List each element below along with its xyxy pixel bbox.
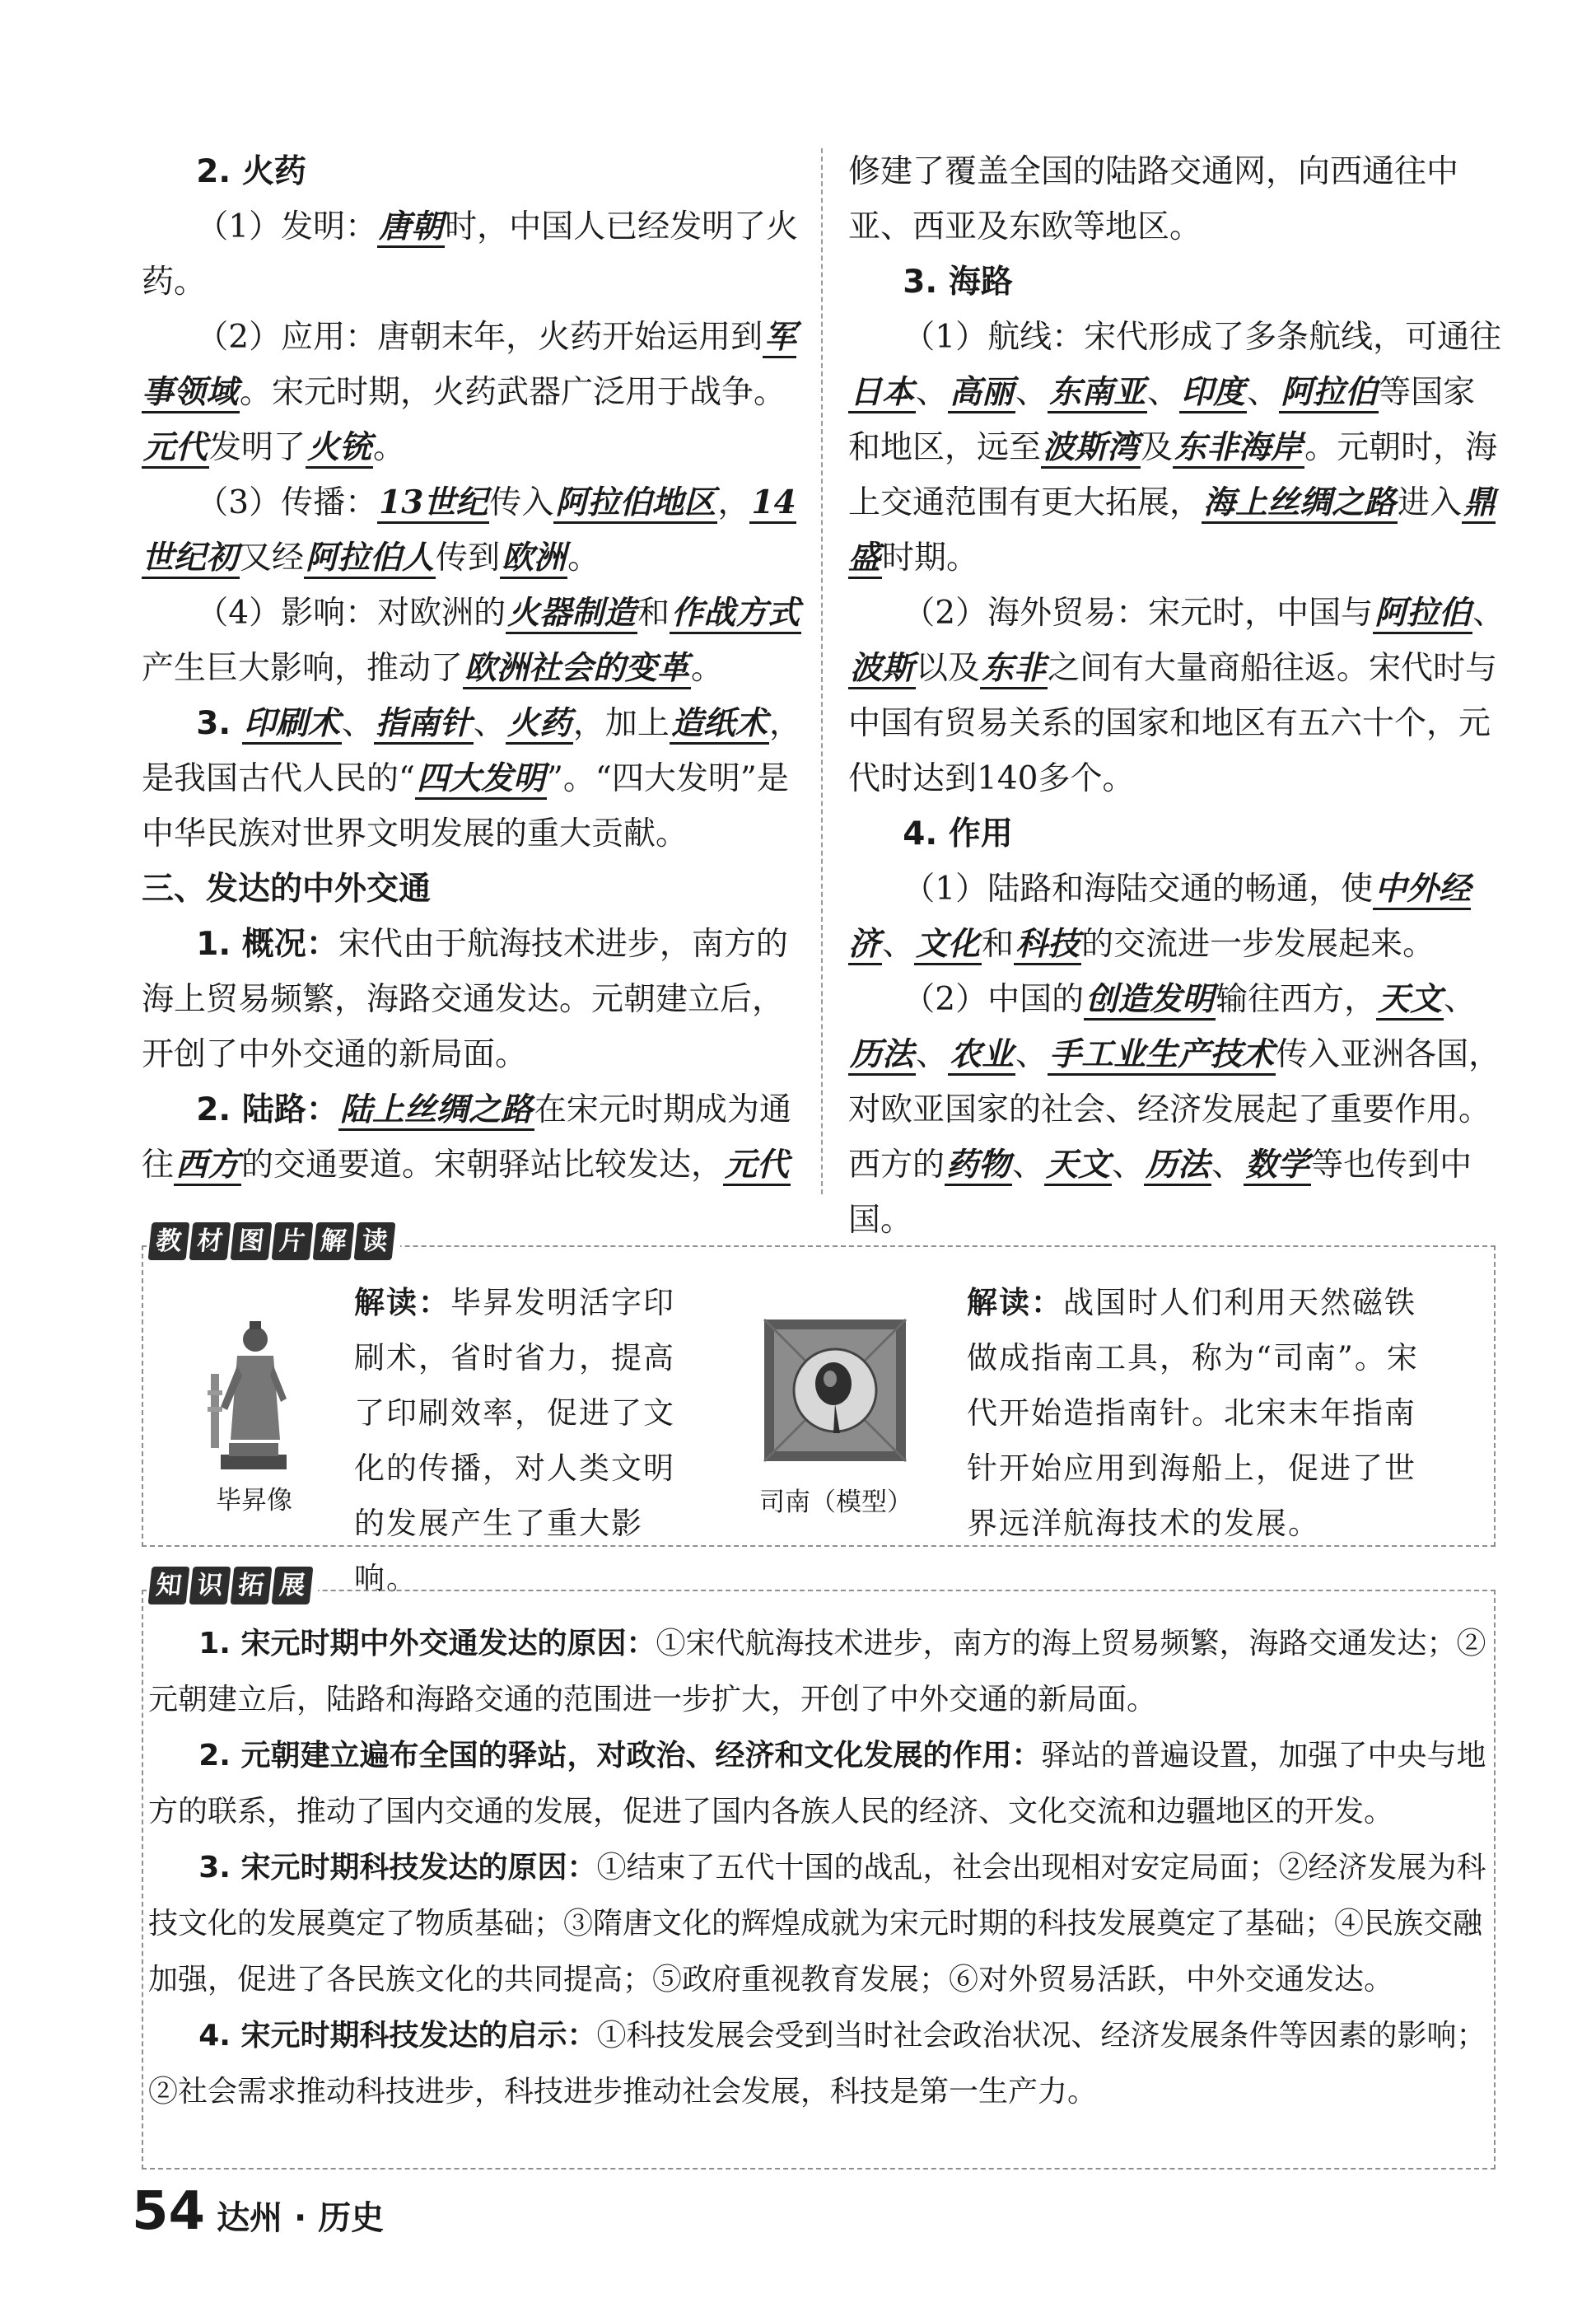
answer: 14世纪初 (142, 483, 796, 579)
answer: 鼎盛 (848, 483, 1496, 579)
answer: 东南亚 (1048, 373, 1147, 413)
answer: 阿拉伯地区 (553, 483, 717, 524)
gunpowder-application: （2）应用：唐朝末年，火药开始运用到军事领域。宋元时期，火药武器广泛用于战争。元代发明了火铳。 (142, 310, 805, 475)
answer: 科技 (1014, 925, 1081, 965)
page-footer (132, 2181, 384, 2242)
gunpowder-invention: （1）发明：唐朝时，中国人已经发明了火药。 (142, 208, 799, 301)
overseas-trade: （2）海外贸易：宋元时，中国与阿拉伯、波斯以及东非之间有大量商船往返。宋代时与中国有贸易关系的国家和地区有五六十个，元代时达到140多个。 (848, 594, 1505, 797)
knowledge-extension-tag: 知 识 拓 展 (148, 1567, 318, 1604)
answer: 军事领域 (142, 318, 796, 413)
answer: 作战方式 (670, 594, 801, 634)
textbook-picture-tag: 教 材 图 片 解 读 (148, 1222, 400, 1260)
answer: 高丽 (948, 373, 1015, 413)
sea-routes: （1）航线：宋代形成了多条航线，可通往日本、高丽、东南亚、印度、阿拉伯等国家和地区，远至波斯湾及东非海岸。元朝时，海上交通范围有更大拓展，海上丝绸之路进入鼎盛时期。 (848, 310, 1507, 586)
extension-item: 1. 宋元时期中外交通发达的原因：①宋代航海技术进步，南方的海上贸易频繁，海路交通发达；②元朝建立后，陆路和海路交通的范围进一步扩大，开创了中外交通的新局面。 (148, 1627, 1486, 1716)
answer: 火器制造 (506, 594, 637, 634)
sinan-model-image (763, 1318, 908, 1463)
answer: 天文 (1376, 980, 1444, 1021)
sea-route-title: 3. 海路 (903, 264, 1013, 301)
bi-sheng-interpretation: 解读：毕昇发明活字印刷术，省时省力，提高了印刷效率，促进了文化的传播，对人类文明的发展产生了重大影响。 (354, 1285, 675, 1596)
answer: 波斯湾 (1041, 428, 1141, 469)
answer: 元代 (723, 1146, 791, 1186)
answer: 唐朝 (377, 208, 445, 248)
answer: 文化 (914, 925, 982, 965)
gunpowder-title: 2. 火药 (196, 153, 306, 190)
answer: 印度 (1179, 373, 1247, 413)
answer: 药物 (945, 1146, 1012, 1186)
extension-item: 3. 宋元时期科技发达的原因：①结束了五代十国的战乱，社会出现相对安定局面；②经济发展为科技文化的发展奠定了物质基础；③隋唐文化的辉煌成就为宋元时期的科技发展奠定了基础；④民族交融加强，促进了各民族文化的共同提高；⑤政府重视教育发展；⑥对外贸易活跃，中外交通发达。 (148, 1851, 1486, 1997)
answer: 阿拉伯 (1279, 373, 1379, 413)
sinan-interpretation: 解读：战国时人们利用天然磁铁做成指南工具，称为“司南”。宋代开始造指南针。北宋末年指南针开始应用到海船上，促进了世界远洋航海技术的发展。 (967, 1285, 1419, 1541)
answer: 历法 (1144, 1146, 1211, 1186)
gunpowder-spread: （3）传播：13世纪传入阿拉伯地区，14世纪初又经阿拉伯人传到欧洲。 (142, 475, 805, 586)
answer: 中外经济 (848, 870, 1471, 965)
answer: 波斯 (848, 649, 916, 689)
answer: 造纸术 (670, 704, 769, 745)
effect-2: （2）中国的创造发明输往西方，天文、历法、农业、手工业生产技术传入亚洲各国，对欧亚国家的社会、经济发展起了重要作用。西方的药物、天文、历法、数学等也传到中国。 (848, 980, 1501, 1239)
answer: 东非 (980, 649, 1048, 689)
four-inventions: 3. 印刷术、指南针、火药，加上造纸术，是我国古代人民的“四大发明”。“四大发明”是中华民族对世界文明发展的重大贡献。 (142, 704, 801, 852)
footer-text: 达州 · 历史 (217, 2199, 385, 2237)
answer: 阿拉伯 (1373, 594, 1472, 634)
effect-title: 4. 作用 (903, 815, 1013, 852)
answer: 西方 (174, 1146, 241, 1186)
section-title: 三、发达的中外交通 (142, 871, 432, 908)
traffic-overview: 1. 概况：宋代由于航海技术进步，南方的海上贸易频繁，海路交通发达。元朝建立后，开创了中外交通的新局面。 (142, 926, 788, 1073)
land-route: 2. 陆路：陆上丝绸之路在宋元时期成为通往西方的交通要道。宋朝驿站比较发达，元代 (142, 1082, 805, 1193)
answer: 陆上丝绸之路 (338, 1091, 534, 1131)
extension-item: 2. 元朝建立遍布全国的驿站，对政治、经济和文化发展的作用：驿站的普遍设置，加强了中央与地方的联系，推动了国内交通的发展，促进了国内各族人民的经济、文化交流和边疆地区的开发。 (148, 1739, 1486, 1829)
answer: 历法 (848, 1035, 916, 1076)
answer: 东非海岸 (1173, 428, 1304, 469)
answer: 日本 (848, 373, 916, 413)
right-column (848, 144, 1507, 1248)
answer: 数学 (1244, 1146, 1311, 1186)
left-column (142, 144, 805, 1193)
answer: 欧洲社会的变革 (463, 649, 691, 689)
answer: 农业 (948, 1035, 1015, 1076)
answer: 印刷术 (242, 704, 342, 745)
gunpowder-impact: （4）影响：对欧洲的火器制造和作战方式产生巨大影响，推动了欧洲社会的变革。 (142, 586, 805, 696)
answer: 火铳 (306, 428, 373, 469)
answer: 海上丝绸之路 (1202, 483, 1398, 524)
knowledge-extension-content (148, 1616, 1491, 2120)
answer: 元代 (142, 428, 209, 469)
answer: 13世纪 (377, 483, 489, 524)
bi-sheng-statue-image (204, 1316, 303, 1473)
answer: 指南针 (374, 704, 474, 745)
page-number: 54 (132, 2181, 206, 2242)
answer: 四大发明 (415, 759, 547, 800)
answer: 欧洲 (500, 539, 567, 579)
answer: 天文 (1044, 1146, 1112, 1186)
answer: 火药 (506, 704, 573, 745)
extension-item: 4. 宋元时期科技发达的启示：①科技发展会受到当时社会政治状况、经济发展条件等因素的影响；②社会需求推动科技进步，科技进步推动社会发展，科技是第一生产力。 (148, 2019, 1486, 2109)
answer: 手工业生产技术 (1048, 1035, 1276, 1076)
sinan-caption: 司南（模型） (759, 1488, 912, 1517)
answer: 创造发明 (1084, 980, 1216, 1021)
effect-1: （1）陆路和海陆交通的畅通，使中外经济、文化和科技的交流进一步发展起来。 (848, 862, 1507, 972)
bi-sheng-caption: 毕昇像 (216, 1486, 292, 1516)
column-divider (821, 148, 823, 1194)
answer: 阿拉伯人 (304, 539, 436, 579)
land-route-continued: 修建了覆盖全国的陆路交通网，向西通往中亚、西亚及东欧等地区。 (848, 153, 1459, 245)
